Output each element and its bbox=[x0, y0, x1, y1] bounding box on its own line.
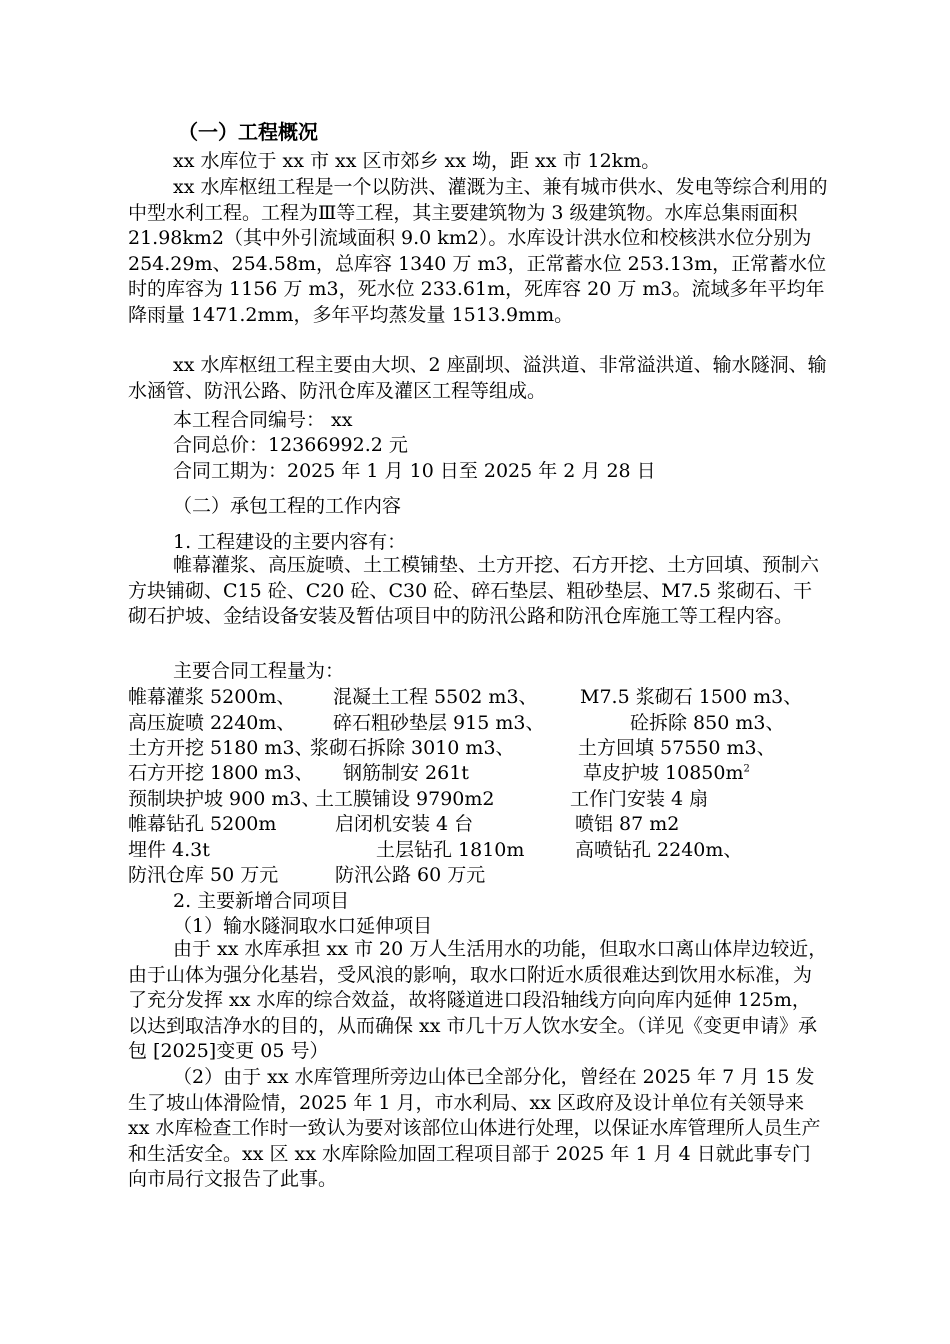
quantity-item: 草皮护坡 $10850m^2$ bbox=[583, 762, 750, 784]
quantity-item: 石方开挖 1800 m3、 bbox=[128, 762, 314, 784]
contract-period: 合同工期为：2025 年 1 月 10 日至 2025 年 2 月 28 日 bbox=[173, 460, 656, 482]
quantity-item: 高喷钻孔 2240m、 bbox=[575, 839, 743, 861]
quantity-item: 帷幕钻孔 5200m bbox=[128, 813, 277, 835]
subheading-new-items: 2. 主要新增合同项目 bbox=[173, 890, 350, 912]
contract-total: 合同总价：12366992.2 元 bbox=[173, 434, 408, 456]
quantity-item: 混凝土工程 5502 m3、 bbox=[333, 686, 538, 708]
paragraph-overview: xx 水库枢纽工程是一个以防洪、灌溉为主、兼有城市供水、发电等综合利用的中型水利工程。工程为Ⅲ等工程，其主要建筑物为 3 级建筑物。水库总集雨面积 21.98km2（其中外引流域面积 9.0 km2）。水库设计洪水位和校核洪水位分别为 254.29m、254.58m，总库容 1340 万 m3，正常蓄水位 253.13m，正常蓄水位时的库容为 1156 万 m3，死水位 233.61m，死库容 20 万 m3。流域多年平均年降雨量 1471.2mm，多年平均蒸发量 1513.9mm。 bbox=[128, 176, 828, 326]
quantity-item: 帷幕灌浆 5200m、 bbox=[128, 686, 296, 708]
quantity-item: 土方开挖 5180 m3、 bbox=[128, 737, 314, 759]
quantity-item: 防汛仓库 50 万元 bbox=[128, 864, 279, 886]
quantity-item: 启闭机安装 4 台 bbox=[335, 813, 474, 835]
quantity-item: 预制块护坡 900 m3、 bbox=[128, 788, 321, 810]
superscript: 2 bbox=[743, 763, 750, 775]
quantity-item: 防汛公路 60 万元 bbox=[335, 864, 486, 886]
quantity-item: 碎石粗砂垫层 915 m3、 bbox=[333, 712, 545, 734]
quantity-item: 浆砌石拆除 3010 m3、 bbox=[310, 737, 515, 759]
subheading-tunnel-extension: （1）输水隧洞取水口延伸项目 bbox=[173, 915, 433, 937]
subheading-main-content: 1. 工程建设的主要内容有： bbox=[173, 531, 407, 553]
quantity-item: 喷铝 87 m2 bbox=[575, 813, 680, 835]
paragraph-composition: xx 水库枢纽工程主要由大坝、2 座副坝、溢洪道、非常溢洪道、输水隧洞、输水涵管、防汛公路、防汛仓库及灌区工程等组成。 bbox=[128, 354, 827, 402]
quantity-item: 钢筋制安 261t bbox=[343, 762, 469, 784]
quantity-item: 砼拆除 850 m3、 bbox=[630, 712, 785, 734]
quantity-item: 埋件 4.3t bbox=[128, 839, 210, 861]
paragraph-tunnel-extension: 由于 xx 水库承担 xx 市 20 万人生活用水的功能，但取水口离山体岸边较近，由于山体为强分化基岩，受风浪的影响，取水口附近水质很难达到饮用水标准，为了充分发挥 xx 水库的综合效益，故将隧道进口段沿轴线方向向库内延伸 125m，以达到取洁净水的目的，从而确保 xx 市几十万人饮水安全。（详见《变更申请》承包 [2025]变更 05 号） bbox=[128, 938, 828, 1062]
quantities-title: 主要合同工程量为： bbox=[173, 660, 345, 682]
quantity-item: 工作门安装 4 扇 bbox=[570, 788, 709, 810]
quantity-item: 土工膜铺设 9790m2 bbox=[315, 788, 495, 810]
section-heading-2: （二）承包工程的工作内容 bbox=[173, 495, 402, 517]
quantity-item: M7.5 浆砌石 1500 m3、 bbox=[580, 686, 803, 708]
paragraph-work-items: 帷幕灌浆、高压旋喷、土工模铺垫、土方开挖、石方开挖、土方回填、预制六方块铺砌、C15 砼、C20 砼、C30 砼、碎石垫层、粗砂垫层、M7.5 浆砌石、干砌石护坡、金结设备安装及暂估项目中的防汛公路和防汛仓库施工等工程内容。 bbox=[128, 554, 820, 627]
paragraph-location: xx 水库位于 xx 市 xx 区市郊乡 xx 坳，距 xx 市 12km。 bbox=[173, 150, 661, 172]
quantity-item: 土方回填 57550 m3、 bbox=[578, 737, 776, 759]
quantity-item: 高压旋喷 2240m、 bbox=[128, 712, 296, 734]
section-heading: （一）工程概况 bbox=[178, 120, 318, 144]
paragraph-landslide: （2）由于 xx 水库管理所旁边山体已全部分化，曾经在 2025 年 7 月 15 发生了坡山体滑险情，2025 年 1 月，市水利局、xx 区政府及设计单位有关领导来 xx 水库检查工作时一致认为要对该部位山体进行处理，以保证水库管理所人员生产和生活安全。xx 区 xx 水库除险加固工程项目部于 2025 年 1 月 4 日就此事专门向市局行文报告了此事。 bbox=[128, 1066, 821, 1190]
contract-number: 本工程合同编号： xx bbox=[173, 409, 353, 431]
quantity-item: 土层钻孔 1810m bbox=[376, 839, 525, 861]
